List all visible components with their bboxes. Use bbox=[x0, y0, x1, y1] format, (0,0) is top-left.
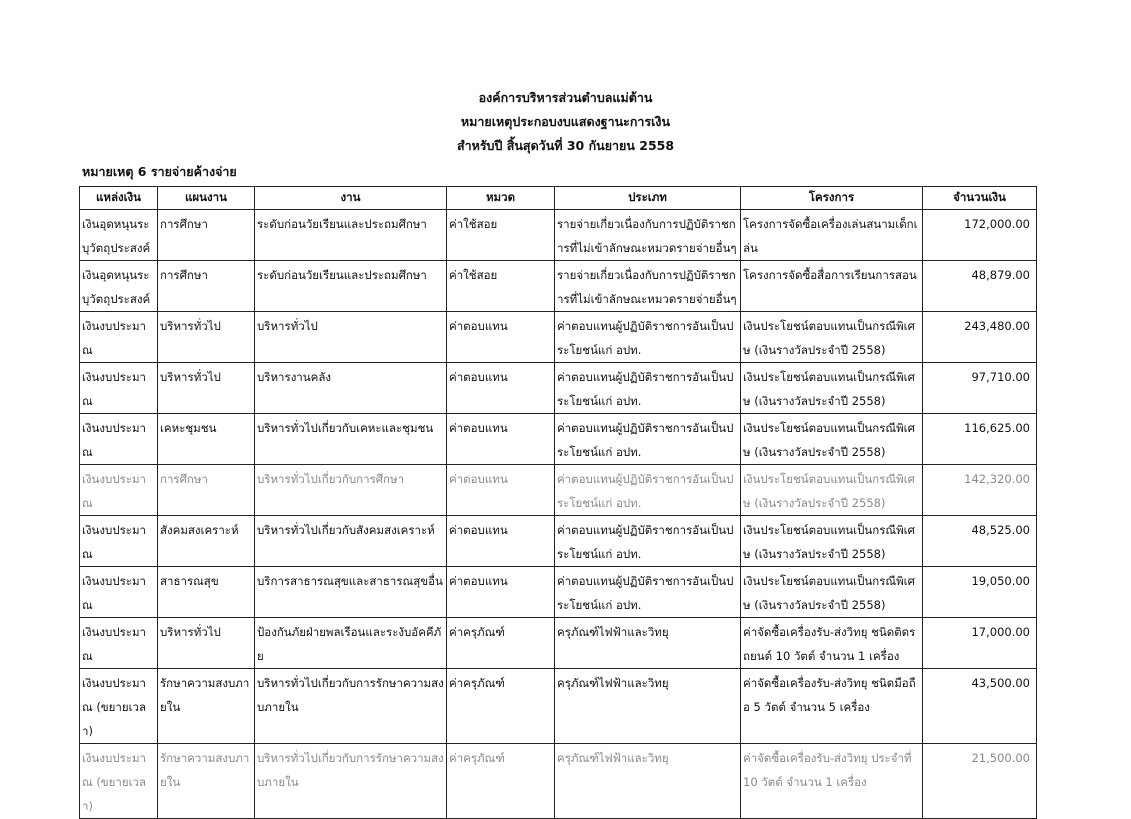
cell-work: บริหารงานคลัง bbox=[255, 363, 447, 414]
document-header bbox=[0, 86, 1131, 158]
cell-project: เงินประโยชน์ตอบแทนเป็นกรณีพิเศษ (เงินรางวัลประจำปี 2558) bbox=[741, 363, 923, 414]
cell-type: ครุภัณฑ์ไฟฟ้าและวิทยุ bbox=[555, 618, 741, 669]
cell-source: เงินงบประมาณ (ขยายเวลา) bbox=[80, 744, 158, 819]
cell-type: ค่าตอบแทนผู้ปฏิบัติราชการอันเป็นประโยชน์แก่ อปท. bbox=[555, 363, 741, 414]
cell-plan: บริหารทั่วไป bbox=[158, 363, 255, 414]
cell-amount: 48,525.00 bbox=[923, 516, 1037, 567]
cell-category: ค่าตอบแทน bbox=[447, 363, 555, 414]
table-row bbox=[80, 414, 1037, 465]
cell-source: เงินงบประมาณ bbox=[80, 363, 158, 414]
cell-work: บริหารทั่วไปเกี่ยวกับเคหะและชุมชน bbox=[255, 414, 447, 465]
cell-source: เงินงบประมาณ bbox=[80, 465, 158, 516]
accrued-expenses-table bbox=[79, 186, 1037, 819]
cell-category: ค่าครุภัณฑ์ bbox=[447, 618, 555, 669]
cell-amount: 19,050.00 bbox=[923, 567, 1037, 618]
cell-plan: รักษาความสงบภายใน bbox=[158, 744, 255, 819]
table-row bbox=[80, 744, 1037, 819]
cell-project: เงินประโยชน์ตอบแทนเป็นกรณีพิเศษ (เงินรางวัลประจำปี 2558) bbox=[741, 414, 923, 465]
cell-plan: การศึกษา bbox=[158, 261, 255, 312]
cell-amount: 97,710.00 bbox=[923, 363, 1037, 414]
cell-amount: 243,480.00 bbox=[923, 312, 1037, 363]
cell-amount: 172,000.00 bbox=[923, 210, 1037, 261]
column-header-amount: จำนวนเงิน bbox=[923, 187, 1037, 210]
cell-work: บริหารทั่วไปเกี่ยวกับสังคมสงเคราะห์ bbox=[255, 516, 447, 567]
cell-project: เงินประโยชน์ตอบแทนเป็นกรณีพิเศษ (เงินรางวัลประจำปี 2558) bbox=[741, 465, 923, 516]
cell-amount: 48,879.00 bbox=[923, 261, 1037, 312]
table-row bbox=[80, 516, 1037, 567]
cell-category: ค่าตอบแทน bbox=[447, 516, 555, 567]
column-header-project: โครงการ bbox=[741, 187, 923, 210]
cell-type: รายจ่ายเกี่ยวเนื่องกับการปฏิบัติราชการที่ไม่เข้าลักษณะหมวดรายจ่ายอื่นๆ bbox=[555, 261, 741, 312]
cell-amount: 21,500.00 bbox=[923, 744, 1037, 819]
cell-category: ค่าครุภัณฑ์ bbox=[447, 669, 555, 744]
table-row bbox=[80, 312, 1037, 363]
cell-plan: สังคมสงเคราะห์ bbox=[158, 516, 255, 567]
cell-project: ค่าจัดซื้อเครื่องรับ-ส่งวิทยุ ชนิดมือถือ 5 วัตต์ จำนวน 5 เครื่อง bbox=[741, 669, 923, 744]
cell-type: รายจ่ายเกี่ยวเนื่องกับการปฏิบัติราชการที่ไม่เข้าลักษณะหมวดรายจ่ายอื่นๆ bbox=[555, 210, 741, 261]
cell-type: ค่าตอบแทนผู้ปฏิบัติราชการอันเป็นประโยชน์แก่ อปท. bbox=[555, 312, 741, 363]
cell-source: เงินอุดหนุนระบุวัตถุประสงค์ bbox=[80, 210, 158, 261]
cell-plan: บริหารทั่วไป bbox=[158, 312, 255, 363]
column-header-source: แหล่งเงิน bbox=[80, 187, 158, 210]
cell-category: ค่าตอบแทน bbox=[447, 567, 555, 618]
cell-type: ค่าตอบแทนผู้ปฏิบัติราชการอันเป็นประโยชน์แก่ อปท. bbox=[555, 465, 741, 516]
cell-type: ค่าตอบแทนผู้ปฏิบัติราชการอันเป็นประโยชน์แก่ อปท. bbox=[555, 567, 741, 618]
cell-work: บริหารทั่วไปเกี่ยวกับการรักษาความสงบภายใน bbox=[255, 744, 447, 819]
cell-category: ค่าใช้สอย bbox=[447, 210, 555, 261]
note-heading: หมายเหตุ 6 รายจ่ายค้างจ่าย bbox=[82, 164, 237, 179]
column-header-plan: แผนงาน bbox=[158, 187, 255, 210]
cell-plan: การศึกษา bbox=[158, 465, 255, 516]
table-row bbox=[80, 261, 1037, 312]
cell-type: ค่าตอบแทนผู้ปฏิบัติราชการอันเป็นประโยชน์แก่ อปท. bbox=[555, 414, 741, 465]
cell-work: ระดับก่อนวัยเรียนและประถมศึกษา bbox=[255, 210, 447, 261]
cell-work: บริหารทั่วไป bbox=[255, 312, 447, 363]
table-row bbox=[80, 669, 1037, 744]
cell-source: เงินงบประมาณ bbox=[80, 567, 158, 618]
cell-plan: การศึกษา bbox=[158, 210, 255, 261]
cell-project: โครงการจัดซื้อสื่อการเรียนการสอน bbox=[741, 261, 923, 312]
cell-amount: 116,625.00 bbox=[923, 414, 1037, 465]
document-title: หมายเหตุประกอบงบแสดงฐานะการเงิน bbox=[460, 114, 671, 129]
cell-type: ค่าตอบแทนผู้ปฏิบัติราชการอันเป็นประโยชน์แก่ อปท. bbox=[555, 516, 741, 567]
cell-work: ป้องกันภัยฝ่ายพลเรือนและระงับอัคคีภัย bbox=[255, 618, 447, 669]
cell-work: ระดับก่อนวัยเรียนและประถมศึกษา bbox=[255, 261, 447, 312]
cell-project: เงินประโยชน์ตอบแทนเป็นกรณีพิเศษ (เงินรางวัลประจำปี 2558) bbox=[741, 567, 923, 618]
cell-plan: รักษาความสงบภายใน bbox=[158, 669, 255, 744]
column-header-work: งาน bbox=[255, 187, 447, 210]
table-row bbox=[80, 363, 1037, 414]
cell-category: ค่าตอบแทน bbox=[447, 414, 555, 465]
cell-project: ค่าจัดซื้อเครื่องรับ-ส่งวิทยุ ชนิดติดรถยนต์ 10 วัตต์ จำนวน 1 เครื่อง bbox=[741, 618, 923, 669]
cell-work: บริหารทั่วไปเกี่ยวกับการรักษาความสงบภายใน bbox=[255, 669, 447, 744]
cell-amount: 43,500.00 bbox=[923, 669, 1037, 744]
table-row bbox=[80, 465, 1037, 516]
cell-source: เงินอุดหนุนระบุวัตถุประสงค์ bbox=[80, 261, 158, 312]
cell-project: เงินประโยชน์ตอบแทนเป็นกรณีพิเศษ (เงินรางวัลประจำปี 2558) bbox=[741, 312, 923, 363]
table-row bbox=[80, 567, 1037, 618]
cell-project: เงินประโยชน์ตอบแทนเป็นกรณีพิเศษ (เงินรางวัลประจำปี 2558) bbox=[741, 516, 923, 567]
cell-source: เงินงบประมาณ bbox=[80, 312, 158, 363]
column-header-type: ประเภท bbox=[555, 187, 741, 210]
cell-project: ค่าจัดซื้อเครื่องรับ-ส่งวิทยุ ประจำที่ 10 วัตต์ จำนวน 1 เครื่อง bbox=[741, 744, 923, 819]
cell-source: เงินงบประมาณ bbox=[80, 414, 158, 465]
table-row bbox=[80, 618, 1037, 669]
cell-plan: สาธารณสุข bbox=[158, 567, 255, 618]
cell-category: ค่าครุภัณฑ์ bbox=[447, 744, 555, 819]
cell-category: ค่าตอบแทน bbox=[447, 312, 555, 363]
cell-plan: เคหะชุมชน bbox=[158, 414, 255, 465]
cell-plan: บริหารทั่วไป bbox=[158, 618, 255, 669]
table-row bbox=[80, 210, 1037, 261]
cell-work: บริหารทั่วไปเกี่ยวกับการศึกษา bbox=[255, 465, 447, 516]
cell-work: บริการสาธารณสุขและสาธารณสุขอื่น bbox=[255, 567, 447, 618]
cell-category: ค่าตอบแทน bbox=[447, 465, 555, 516]
cell-source: เงินงบประมาณ (ขยายเวลา) bbox=[80, 669, 158, 744]
cell-amount: 142,320.00 bbox=[923, 465, 1037, 516]
column-header-category: หมวด bbox=[447, 187, 555, 210]
cell-type: ครุภัณฑ์ไฟฟ้าและวิทยุ bbox=[555, 744, 741, 819]
cell-project: โครงการจัดซื้อเครื่องเล่นสนามเด็กเล่น bbox=[741, 210, 923, 261]
cell-category: ค่าใช้สอย bbox=[447, 261, 555, 312]
cell-amount: 17,000.00 bbox=[923, 618, 1037, 669]
reporting-period: สำหรับปี สิ้นสุดวันที่ 30 กันยายน 2558 bbox=[456, 138, 675, 153]
cell-source: เงินงบประมาณ bbox=[80, 618, 158, 669]
table-header-row bbox=[80, 187, 1037, 210]
organization-name: องค์การบริหารส่วนตำบลแม่ต้าน bbox=[478, 90, 653, 105]
cell-source: เงินงบประมาณ bbox=[80, 516, 158, 567]
cell-type: ครุภัณฑ์ไฟฟ้าและวิทยุ bbox=[555, 669, 741, 744]
